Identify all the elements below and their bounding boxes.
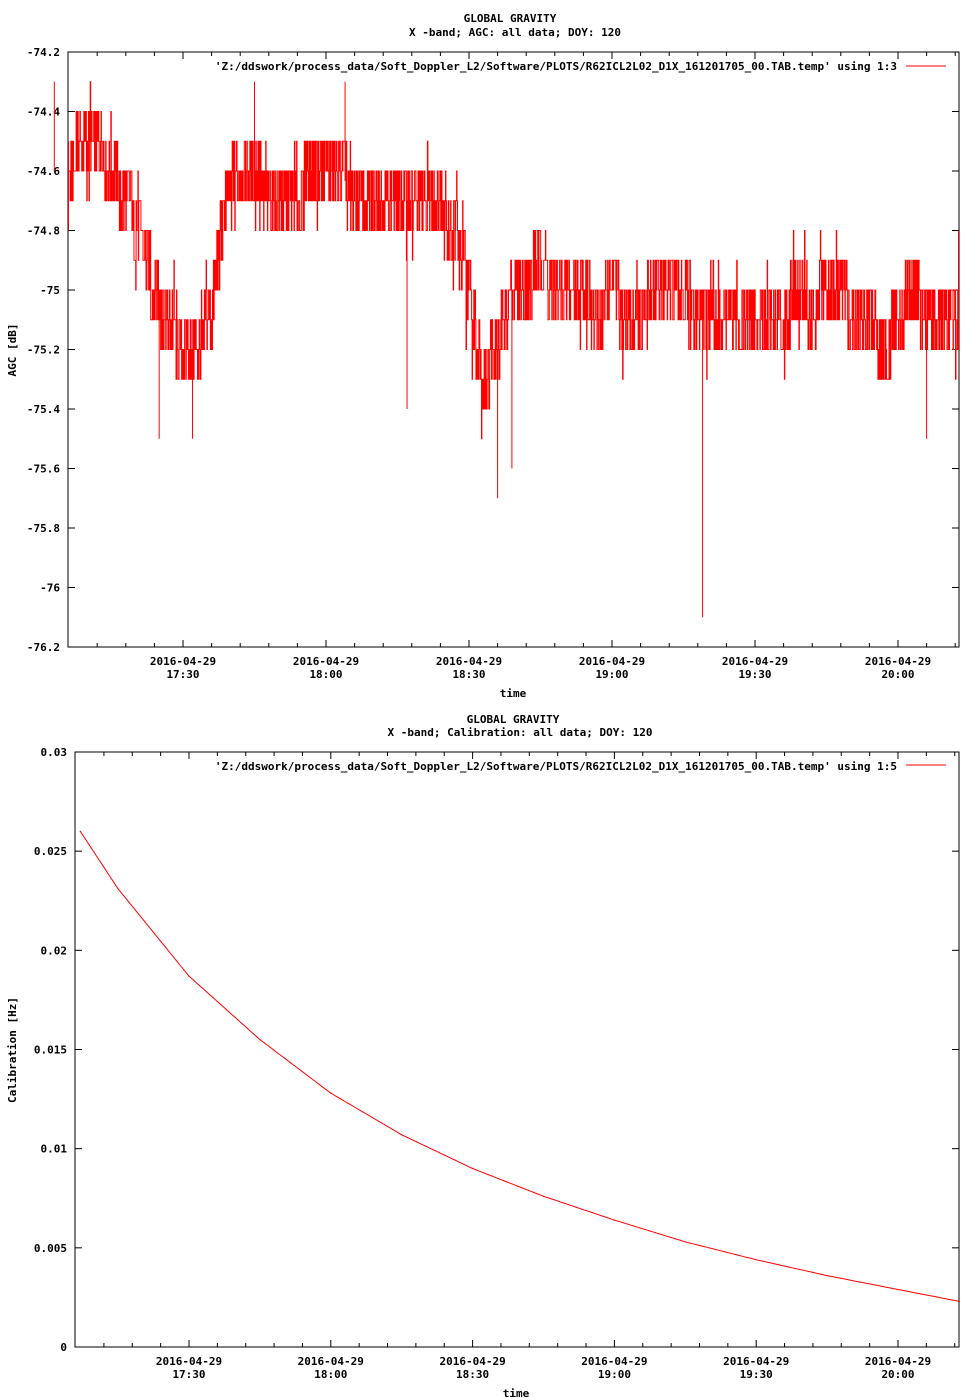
calibration-data-point <box>188 976 189 977</box>
y-tick-label: 0.025 <box>33 845 67 859</box>
x-tick-time-label: 20:00 <box>881 668 915 681</box>
y-tick-label: 0.005 <box>33 1241 67 1255</box>
y-tick-label: -75.8 <box>26 522 60 535</box>
calibration-data-point <box>259 1039 260 1040</box>
x-tick-date-label: 2016-04-29 <box>149 655 217 668</box>
calibration-data-point <box>80 831 81 832</box>
x-tick-date-label: 2016-04-29 <box>578 655 646 668</box>
y-tick-label: 0.01 <box>40 1142 67 1156</box>
agc-chart-title: GLOBAL GRAVITY <box>463 12 557 25</box>
agc-x-axis-label: time <box>499 687 527 700</box>
x-tick-time-label: 18:30 <box>452 668 486 681</box>
y-tick-label: 0.015 <box>33 1043 67 1057</box>
y-tick-label: -74.4 <box>26 105 60 119</box>
x-tick-time-label: 18:30 <box>456 1368 490 1381</box>
x-tick-time-label: 18:00 <box>309 668 343 681</box>
calibration-y-axis-label: Calibration [Hz] <box>6 997 19 1103</box>
calibration-y-ticks <box>34 746 959 1354</box>
x-tick-date-label: 2016-04-29 <box>864 655 932 668</box>
x-tick-date-label: 2016-04-29 <box>864 1355 932 1368</box>
calibration-series-line <box>80 831 959 1301</box>
x-tick-time-label: 19:00 <box>595 668 629 681</box>
y-tick-label: -74.8 <box>26 224 60 238</box>
y-tick-label: -74.6 <box>26 165 60 178</box>
x-tick-date-label: 2016-04-29 <box>581 1355 648 1368</box>
x-tick-date-label: 2016-04-29 <box>723 1355 790 1368</box>
calibration-series <box>80 831 960 1302</box>
x-tick-date-label: 2016-04-29 <box>297 1355 364 1368</box>
calibration-data-point <box>897 1289 898 1290</box>
agc-legend-label: 'Z:/ddswork/process_data/Soft_Doppler_L2/Software/PLOTS/R62ICL2L02_D1X_161201705_00.TAB.temp' using 1:3 <box>214 60 897 73</box>
x-tick-time-label: 17:30 <box>172 1368 206 1381</box>
agc-series-line <box>69 82 959 439</box>
y-tick-label: 0.03 <box>40 746 67 759</box>
x-tick-time-label: 17:30 <box>166 668 200 681</box>
calibration-data-point <box>472 1168 473 1169</box>
x-tick-date-label: 2016-04-29 <box>721 655 789 668</box>
x-tick-time-label: 19:00 <box>597 1368 631 1381</box>
y-tick-label: -75 <box>40 284 60 297</box>
calibration-chart <box>6 713 960 1400</box>
y-tick-label: 0 <box>60 1341 67 1354</box>
calibration-data-point <box>614 1219 615 1220</box>
y-tick-label: -74.2 <box>26 46 60 59</box>
agc-chart-subtitle: X -band; AGC: all data; DOY: 120 <box>409 26 621 39</box>
x-tick-time-label: 20:00 <box>881 1368 915 1381</box>
calibration-data-point <box>827 1275 828 1276</box>
agc-x-ticks <box>97 52 955 681</box>
calibration-x-ticks <box>104 752 955 1381</box>
y-tick-label: -76 <box>40 581 60 595</box>
y-tick-label: -75.6 <box>26 462 60 476</box>
agc-y-axis-label: AGC [dB] <box>6 323 19 377</box>
y-tick-label: -75.2 <box>26 343 60 357</box>
calibration-data-point <box>330 1093 331 1094</box>
y-tick-label: -76.2 <box>26 641 60 654</box>
calibration-plot-frame <box>75 752 959 1347</box>
calibration-data-point <box>543 1196 544 1197</box>
calibration-data-point <box>959 1301 960 1302</box>
agc-series <box>54 82 958 618</box>
x-tick-date-label: 2016-04-29 <box>435 655 503 668</box>
x-tick-time-label: 18:00 <box>314 1368 348 1381</box>
calibration-data-point <box>756 1259 757 1260</box>
calibration-data-point <box>401 1134 402 1135</box>
y-tick-label: 0.02 <box>40 944 67 958</box>
x-tick-date-label: 2016-04-29 <box>155 1355 223 1368</box>
y-tick-label: -75.4 <box>26 403 60 416</box>
x-tick-time-label: 19:30 <box>738 668 772 681</box>
x-tick-date-label: 2016-04-29 <box>439 1355 506 1368</box>
calibration-data-point <box>118 888 119 889</box>
calibration-chart-subtitle: X -band; Calibration: all data; DOY: 120 <box>387 726 653 739</box>
calibration-chart-title: GLOBAL GRAVITY <box>466 713 560 726</box>
agc-chart <box>6 12 959 700</box>
calibration-legend-label: 'Z:/ddswork/process_data/Soft_Doppler_L2/Software/PLOTS/R62ICL2L02_D1X_161201705_00.TAB.temp' using 1:5 <box>214 760 897 773</box>
x-tick-date-label: 2016-04-29 <box>292 655 360 668</box>
calibration-x-axis-label: time <box>502 1387 530 1400</box>
calibration-data-point <box>685 1241 686 1242</box>
x-tick-time-label: 19:30 <box>739 1368 773 1381</box>
